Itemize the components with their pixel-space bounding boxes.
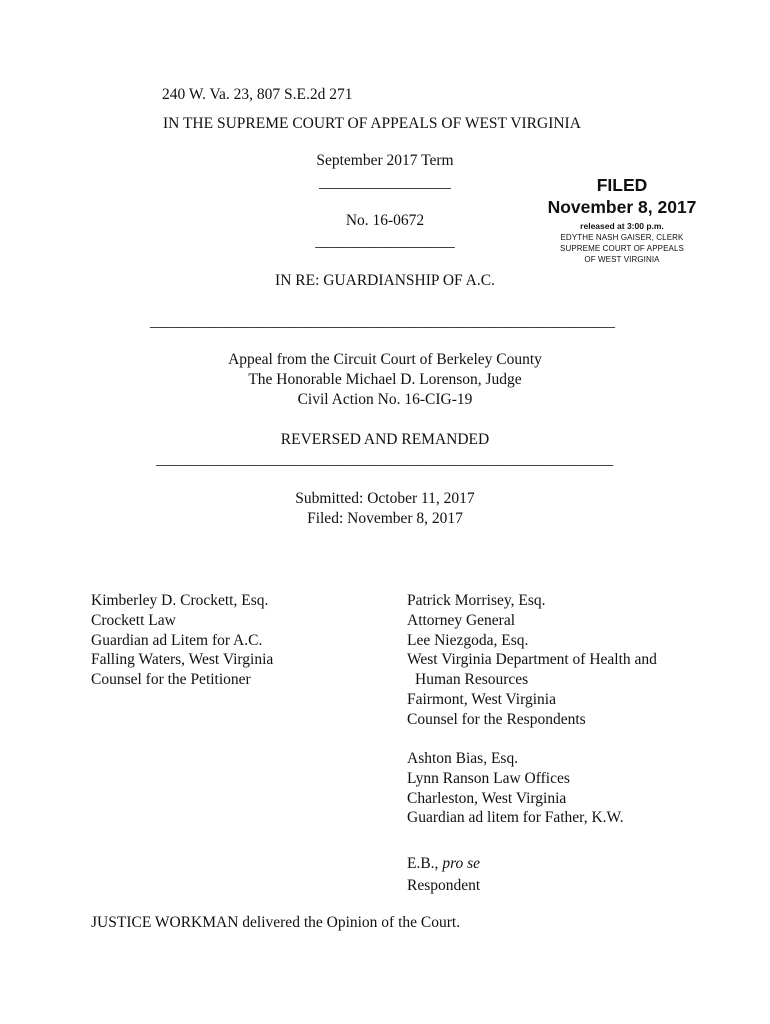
- counsel-line: Fairmont, West Virginia: [407, 690, 556, 708]
- term: September 2017 Term: [316, 152, 454, 169]
- pro-se-label: pro se: [442, 855, 481, 872]
- filed-stamp: [538, 174, 706, 265]
- clerk-line-1: EDYTHE NASH GAISER, CLERK: [560, 233, 684, 242]
- pro-se-name: E.B.,: [407, 855, 439, 872]
- counsel-line: Lee Niezgoda, Esq.: [407, 631, 529, 649]
- counsel-line: Crockett Law: [91, 611, 176, 629]
- divider-long-2: ___________________________________________________________: [156, 451, 614, 468]
- counsel-line: Human Resources: [415, 671, 529, 689]
- court-name: IN THE SUPREME COURT OF APPEALS OF WEST VIRGINIA: [163, 115, 581, 132]
- counsel-line: Attorney General: [407, 611, 516, 629]
- counsel-petitioner: [91, 591, 273, 690]
- counsel-respondents: [407, 591, 657, 730]
- case-title: IN RE: GUARDIANSHIP OF A.C.: [275, 272, 495, 289]
- divider-short-2: __________________: [315, 233, 455, 250]
- counsel-line: Guardian ad Litem for A.C.: [91, 631, 263, 649]
- counsel-line: Respondent: [407, 877, 481, 894]
- counsel-line: Kimberley D. Crockett, Esq.: [91, 592, 269, 609]
- appeal-line-3: Civil Action No. 16-CIG-19: [297, 391, 473, 408]
- released-time: released at 3:00 p.m.: [580, 221, 664, 231]
- submitted-date: Submitted: October 11, 2017: [295, 490, 475, 507]
- counsel-line: West Virginia Department of Health and: [407, 651, 657, 669]
- case-number: No. 16-0672: [345, 212, 425, 229]
- counsel-line: Counsel for the Petitioner: [91, 671, 251, 689]
- counsel-pro-se: [407, 853, 480, 897]
- filed-label: FILED: [596, 175, 648, 195]
- counsel-line: Falling Waters, West Virginia: [91, 651, 274, 669]
- clerk-line-3: OF WEST VIRGINIA: [584, 255, 660, 264]
- clerk-line-2: SUPREME COURT OF APPEALS: [560, 244, 684, 253]
- counsel-line: Charleston, West Virginia: [407, 789, 567, 807]
- counsel-line: Counsel for the Respondents: [407, 710, 586, 728]
- citation: 240 W. Va. 23, 807 S.E.2d 271: [162, 86, 353, 103]
- counsel-line: Guardian ad litem for Father, K.W.: [407, 809, 624, 827]
- filed-date: November 8, 2017: [547, 197, 697, 217]
- appeal-line-2: The Honorable Michael D. Lorenson, Judge: [248, 371, 522, 388]
- counsel-line: Patrick Morrisey, Esq.: [407, 592, 546, 609]
- filed-date-line: Filed: November 8, 2017: [307, 510, 463, 527]
- appeal-line-1: Appeal from the Circuit Court of Berkeley County: [228, 351, 542, 368]
- divider-long-1: ____________________________________________________________: [150, 313, 615, 330]
- disposition: REVERSED AND REMANDED: [280, 431, 490, 448]
- counsel-line: Ashton Bias, Esq.: [407, 750, 519, 767]
- divider-short-1: _________________: [319, 174, 451, 191]
- counsel-guardian-father: [407, 749, 624, 828]
- opinion-line: JUSTICE WORKMAN delivered the Opinion of the Court.: [91, 914, 461, 931]
- counsel-line: [407, 853, 480, 875]
- counsel-line: Lynn Ranson Law Offices: [407, 769, 570, 787]
